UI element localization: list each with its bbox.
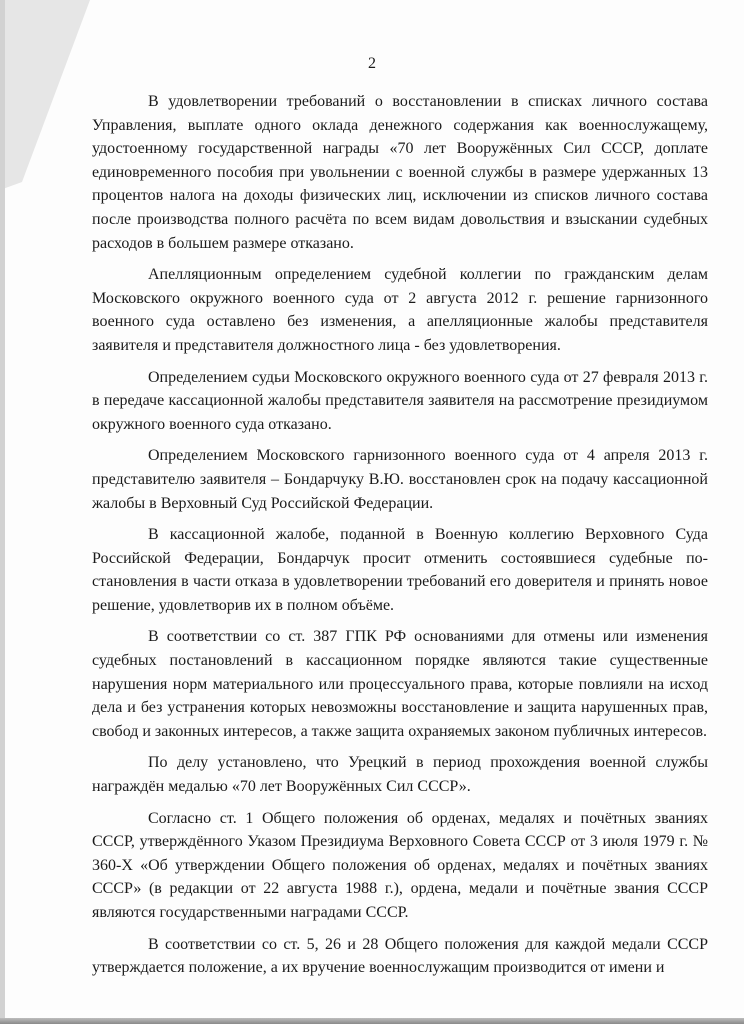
paragraph-medal-provisions: В соответствии со ст. 5, 26 и 28 Общего положения для каждой медали СССР утверждается положение, а их вручение военнослужащим производится от имени и — [92, 935, 708, 977]
paragraph-facts-established: По делу установлено, что Урецкий в период прохождения военной службы награждён медалью «70 лет Вооружённых Сил СССР». — [92, 754, 708, 796]
paragraph-claims-denied: В удовлетворении требований о восстановлении в списках личного состава Управления, выплате одного оклада денежного содержания как военнослужащему, удостоенному государственной награды «70 лет Вооружённых Сил СССР, доплате единовременного пособия при увольнении с военной службы в размере удержанных 13 процентов налога на доходы физических лиц, исключении из списков личного состава после производства полного расчёта по всем видам довольствия и взыскании судебных расходов в большем размере отказано. — [92, 93, 708, 252]
paragraph-cassation-refused: Определением судьи Московского окружного военного суда от 27 февраля 2013 г. в передаче кассационной жалобы представителя заявителя на рассмотрение президиумом окружного военного суда отказано. — [92, 368, 708, 433]
paragraph-cassation-complaint: В кассационной жалобе, поданной в Военную коллегию Верховного Суда Российской Федерации, Бондарчук просит отменить состоявшиеся судебные постановления в части отказа в удовлетворении требований его доверителя и принять новое решение, удовлетворив их в полном объёме. — [92, 526, 708, 614]
paragraph-grounds-for-reversal: В соответствии со ст. 387 ГПК РФ основаниями для отмены или изменения судебных постановлений в кассационном порядке являются такие существенные нарушения норм материального или процессуального права, которые повлияли на исход дела и без устранения которых невозможны восстановление и защита нарушенных прав, свобод и законных интересов, а также защита охраняемых законом публичных интересов. — [92, 628, 708, 740]
paragraph-appeal-ruling: Апелляционным определением судебной коллегии по гражданским делам Московского окружного военного суда от 2 августа 2012 г. решение гарнизонного военного суда оставлено без изменения, а апелляционные жалобы представителя заявителя и представителя должностного лица - без удовлетворения. — [92, 266, 708, 354]
page-bottom-edge — [0, 1018, 744, 1024]
paragraph-general-regulation: Согласно ст. 1 Общего положения об орденах, медалях и почётных званиях СССР, утверждённого Указом Президиума Верховного Совета СССР от 3 июля 1979 г. № 360-X «Об утверждении Общего положения об орденах, медалях и почётных званиях СССР» (в редакции от 22 августа 1988 г.), ордена, медали и почётные звания СССР являются государственными наградами СССР. — [92, 809, 708, 921]
document-body — [92, 90, 708, 988]
page-number: 2 — [368, 55, 376, 72]
paragraph-term-restored: Определением Московского гарнизонного военного суда от 4 апреля 2013 г. представителю заявителя – Бондарчуку В.Ю. восстановлен срок на подачу кассационной жалобы в Верховный Суд Российской Федерации. — [92, 447, 708, 512]
